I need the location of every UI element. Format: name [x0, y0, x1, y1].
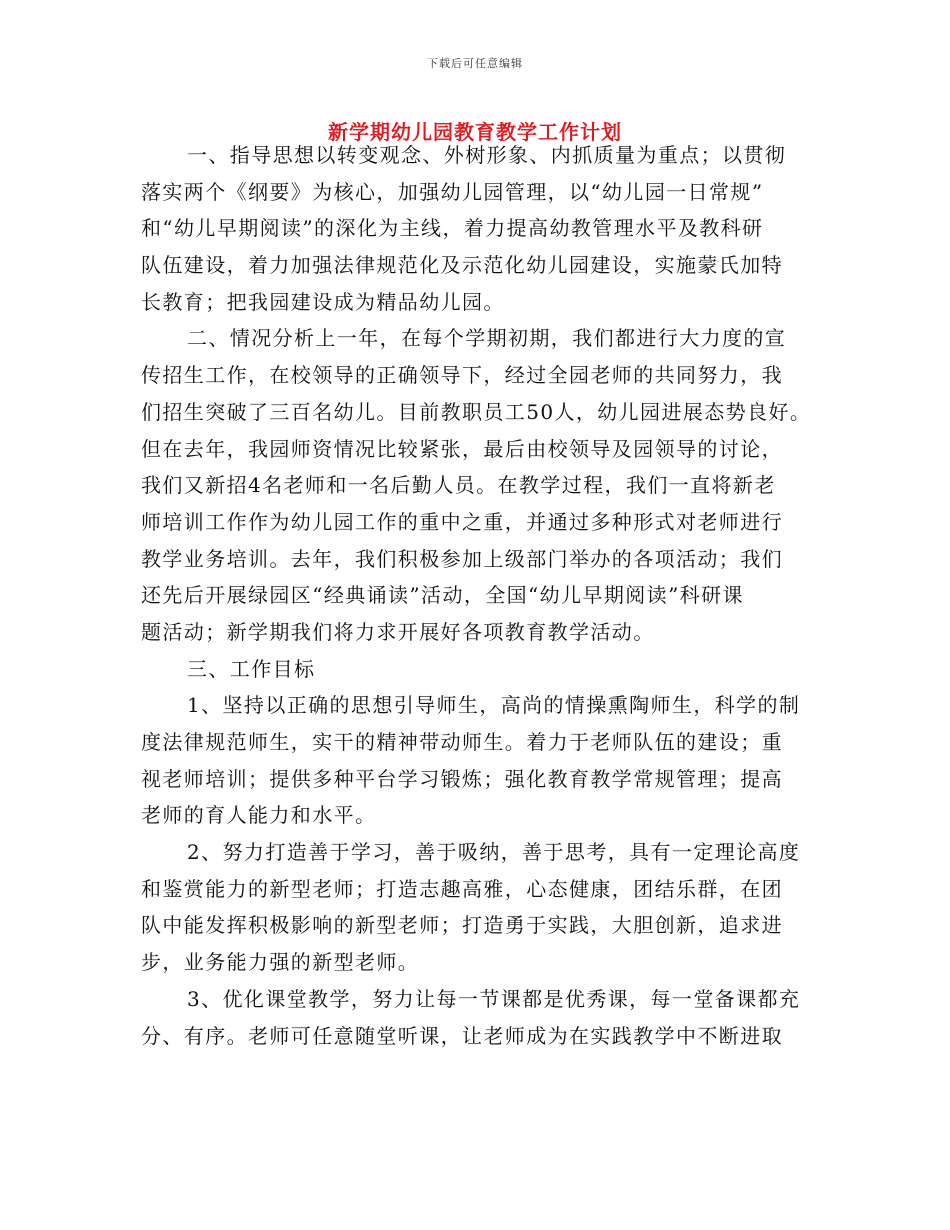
text-line: 1、坚持以正确的思想引导师生，高尚的情操熏陶师生，科学的制	[187, 693, 801, 718]
text-line: 2、努力打造善于学习，善于吸纳，善于思考，具有一定理论高度	[187, 840, 801, 865]
text-line: 二、情况分析上一年，在每个学期初期，我们都进行大力度的宣	[187, 326, 787, 351]
document-body	[141, 137, 831, 1054]
text-line: 步，业务能力强的新型老师。	[141, 950, 420, 975]
header-note: 下载后可任意编辑	[427, 57, 523, 70]
text-line: 视老师培训；提供多种平台学习锻炼；强化教育教学常规管理；提高	[141, 766, 783, 791]
text-line: 3、优化课堂教学，努力让每一节课都是优秀课，每一堂备课都充	[187, 986, 801, 1011]
text-line: 老师的育人能力和水平。	[141, 803, 377, 828]
text-line: 队中能发挥积极影响的新型老师；打造勇于实践，大胆创新，追求进	[141, 913, 783, 938]
text-line: 长教育；把我园建设成为精品幼儿园。	[141, 289, 505, 314]
text-line: 和鉴赏能力的新型老师；打造志趣高雅，心态健康，团结乐群，在团	[141, 876, 783, 901]
text-line: 但在去年，我园师资情况比较紧张，最后由校领导及园领导的讨论，	[141, 436, 783, 461]
text-line: 队伍建设，着力加强法律规范化及示范化幼儿园建设，实施蒙氏加特	[141, 253, 783, 278]
text-line: 题活动；新学期我们将力求开展好各项教育教学活动。	[141, 619, 655, 644]
text-line: 教学业务培训。去年，我们积极参加上级部门举办的各项活动；我们	[141, 546, 783, 571]
text-line: 我们又新招4名老师和一名后勤人员。在教学过程，我们一直将新老	[141, 473, 776, 498]
text-line: 还先后开展绿园区“经典诵读”活动，全国“幼儿早期阅读”科研课	[141, 583, 744, 608]
text-line: 师培训工作作为幼儿园工作的重中之重，并通过多种形式对老师进行	[141, 509, 783, 534]
text-line: 和“幼儿早期阅读”的深化为主线，着力提高幼教管理水平及教科研	[141, 216, 764, 241]
document-title: 新学期幼儿园教育教学工作计划	[328, 120, 622, 144]
text-line: 一、指导思想以转变观念、外树形象、内抓质量为重点；以贯彻	[187, 143, 787, 167]
text-line: 分、有序。老师可任意随堂听课，让老师成为在实践教学中不断进取	[141, 1023, 783, 1048]
text-line: 度法律规范师生，实干的精神带动师生。着力于老师队伍的建设；重	[141, 730, 783, 754]
text-line: 们招生突破了三百名幼儿。目前教职员工50人，幼儿园进展态势良好。	[141, 399, 812, 424]
text-line: 三、工作目标	[187, 656, 316, 681]
text-line: 落实两个《纲要》为核心，加强幼儿园管理，以“幼儿园一日常规”	[141, 179, 764, 204]
text-line: 传招生工作，在校领导的正确领导下，经过全园老师的共同努力，我	[141, 363, 783, 388]
